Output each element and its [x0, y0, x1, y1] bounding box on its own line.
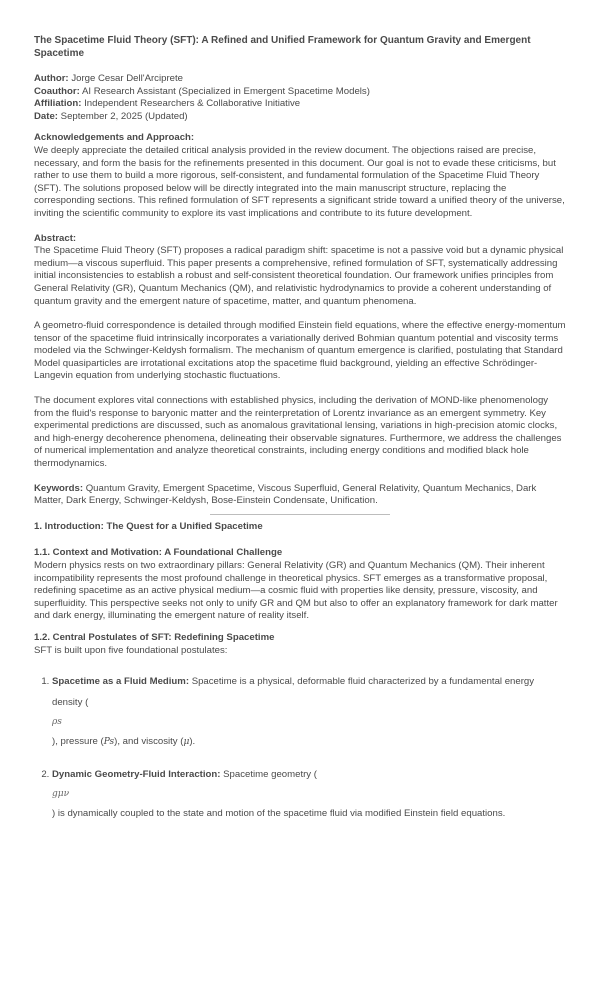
section-1-1-text: Modern physics rests on two extraordinary pillars: General Relativity (GR) and Quantum Mechanics (QM). Their inherent incompatibility represents the most profound challenge in theoretical physics. SFT emerges as a transformative proposal, redefining spacetime as an active physical medium—a cosmic fluid with properties like density, pressure, viscosity, and superfluidity. This perspective seeks not only to unify GR and QM but also to offer an explanatory framework for dark matter and dark energy, illuminating the emergent nature of reality itself.: [34, 560, 558, 622]
math-p-s: Ps: [103, 737, 115, 748]
section-1-2-text: SFT is built upon five foundational postulates:: [34, 644, 228, 656]
abstract-section: [34, 233, 566, 471]
author-label: Author:: [34, 73, 69, 84]
affiliation-line: [34, 98, 566, 111]
coauthor-name: AI Research Assistant (Specialized in Emergent Spacetime Models): [81, 85, 370, 97]
section-divider: [210, 514, 390, 515]
acknowledgements-section: [34, 132, 566, 220]
section-1-heading: 1. Introduction: The Quest for a Unified Spacetime: [34, 520, 263, 532]
date-value: September 2, 2025 (Updated): [60, 110, 188, 122]
abstract-paragraph-1: The Spacetime Fluid Theory (SFT) proposes a radical paradigm shift: spacetime is not a passive void but a dynamic physical medium—a viscous superfluid. This paper presents a comprehensive, refined formulation of SFT, systematically addressing initial inconsistencies to establish a robust and self-consistent theoretical foundation. Our framework unifies principles from General Relativity (GR), Quantum Mechanics (QM), and relativistic hydrodynamics to provide a coherent understanding of quantum gravity and the emergent nature of spacetime, matter, and quantum phenomena.: [34, 245, 564, 307]
postulate-text: ), pressure (: [52, 736, 104, 748]
acknowledgements-heading: Acknowledgements and Approach:: [34, 132, 195, 144]
postulate-title: Dynamic Geometry-Fluid Interaction:: [52, 769, 221, 781]
math-rho-s: ρs: [52, 717, 62, 728]
abstract-paragraph-2: A geometro-fluid correspondence is detailed through modified Einstein field equations, where the effective energy-momentum tensor of the spacetime fluid intrinsically incorporates a variationally derived Bohmian quantum potential and viscosity terms modeled via the Schwinger-Keldysh formalism. The mechanism of quantum emergence is clarified, postulating that Standard Model quasiparticles are irrotational excitations atop the spacetime fluid background, yielding an effective Schrödinger-Langevin equation from underlying stochastic fluctuations.: [34, 320, 566, 382]
author-name: Jorge Cesar Dell'Arciprete: [71, 73, 183, 84]
keywords: [34, 483, 566, 508]
abstract-paragraph-3: The document explores vital connections with established physics, including the derivation of MOND-like phenomenology from the fluid's response to baryonic matter and the reinterpretation of Lorentz invariance as an emergent symmetry. Key experimental predictions are discussed, such as anomalous gravitational lensing, variations in high-precision atomic clocks, and high-energy decoherence phenomena, delineating their observable signatures. Furthermore, we address the challenges of numerical implementation and analyze theoretical constraints, including energy conditions and modified black hole thermodynamics.: [34, 395, 562, 470]
postulates-list: [34, 671, 566, 824]
postulate-text: Spacetime is a physical, deformable fluid characterized by a fundamental energy density (: [52, 676, 535, 709]
math-g-mu-nu: gμν: [52, 789, 70, 800]
postulate-item: [52, 764, 566, 824]
section-1-2-heading: 1.2. Central Postulates of SFT: Redefining Spacetime: [34, 631, 275, 643]
postulate-title: Spacetime as a Fluid Medium:: [52, 676, 190, 688]
keywords-label: Keywords:: [34, 482, 84, 494]
abstract-heading: Abstract:: [34, 232, 77, 244]
paper-title: The Spacetime Fluid Theory (SFT): A Refined and Unified Framework for Quantum Gravity and Emergent Spacetime: [34, 35, 531, 59]
date-label: Date:: [34, 110, 58, 122]
math-mu: μ: [183, 737, 190, 748]
coauthor-line: [34, 86, 566, 99]
author-line: [34, 73, 566, 86]
postulate-item: [52, 671, 566, 753]
affiliation-label: Affiliation:: [34, 98, 82, 110]
postulate-text: Spacetime geometry (: [223, 769, 317, 781]
keywords-text: Quantum Gravity, Emergent Spacetime, Viscous Superfluid, General Relativity, Quantum Mechanics, Dark Matter, Dark Energy, Schwinger-Keldysh, Bose-Einstein Condensate, Unification.: [34, 482, 537, 507]
date-line: [34, 111, 566, 124]
affiliation-value: Independent Researchers & Collaborative Initiative: [84, 98, 301, 110]
postulate-text: ), and viscosity (: [114, 736, 184, 748]
author-metadata: [34, 73, 566, 123]
postulate-text: ).: [189, 736, 196, 748]
acknowledgements-text: We deeply appreciate the detailed critical analysis provided in the review document. The objections raised are precise, necessary, and form the basis for the refinements presented in this document. Our goal is not to evade these criticisms, but rather to use them to build a more rigorous, self-consistent, and fundamental formulation of the Spacetime Fluid Theory (SFT). The solutions proposed below will be directly integrated into the main manuscript structure, replacing the corresponding sections. This refined formulation of SFT represents a significant stride toward a unified theory of the universe, inviting the scientific community to explore its vast implications and contribute to its future development.: [34, 144, 565, 219]
coauthor-label: Coauthor:: [34, 85, 80, 97]
section-1-1-heading: 1.1. Context and Motivation: A Foundational Challenge: [34, 547, 283, 559]
postulate-text: ) is dynamically coupled to the state and motion of the spacetime fluid via modified Einstein field equations.: [52, 808, 506, 820]
introduction-section: [34, 521, 566, 824]
